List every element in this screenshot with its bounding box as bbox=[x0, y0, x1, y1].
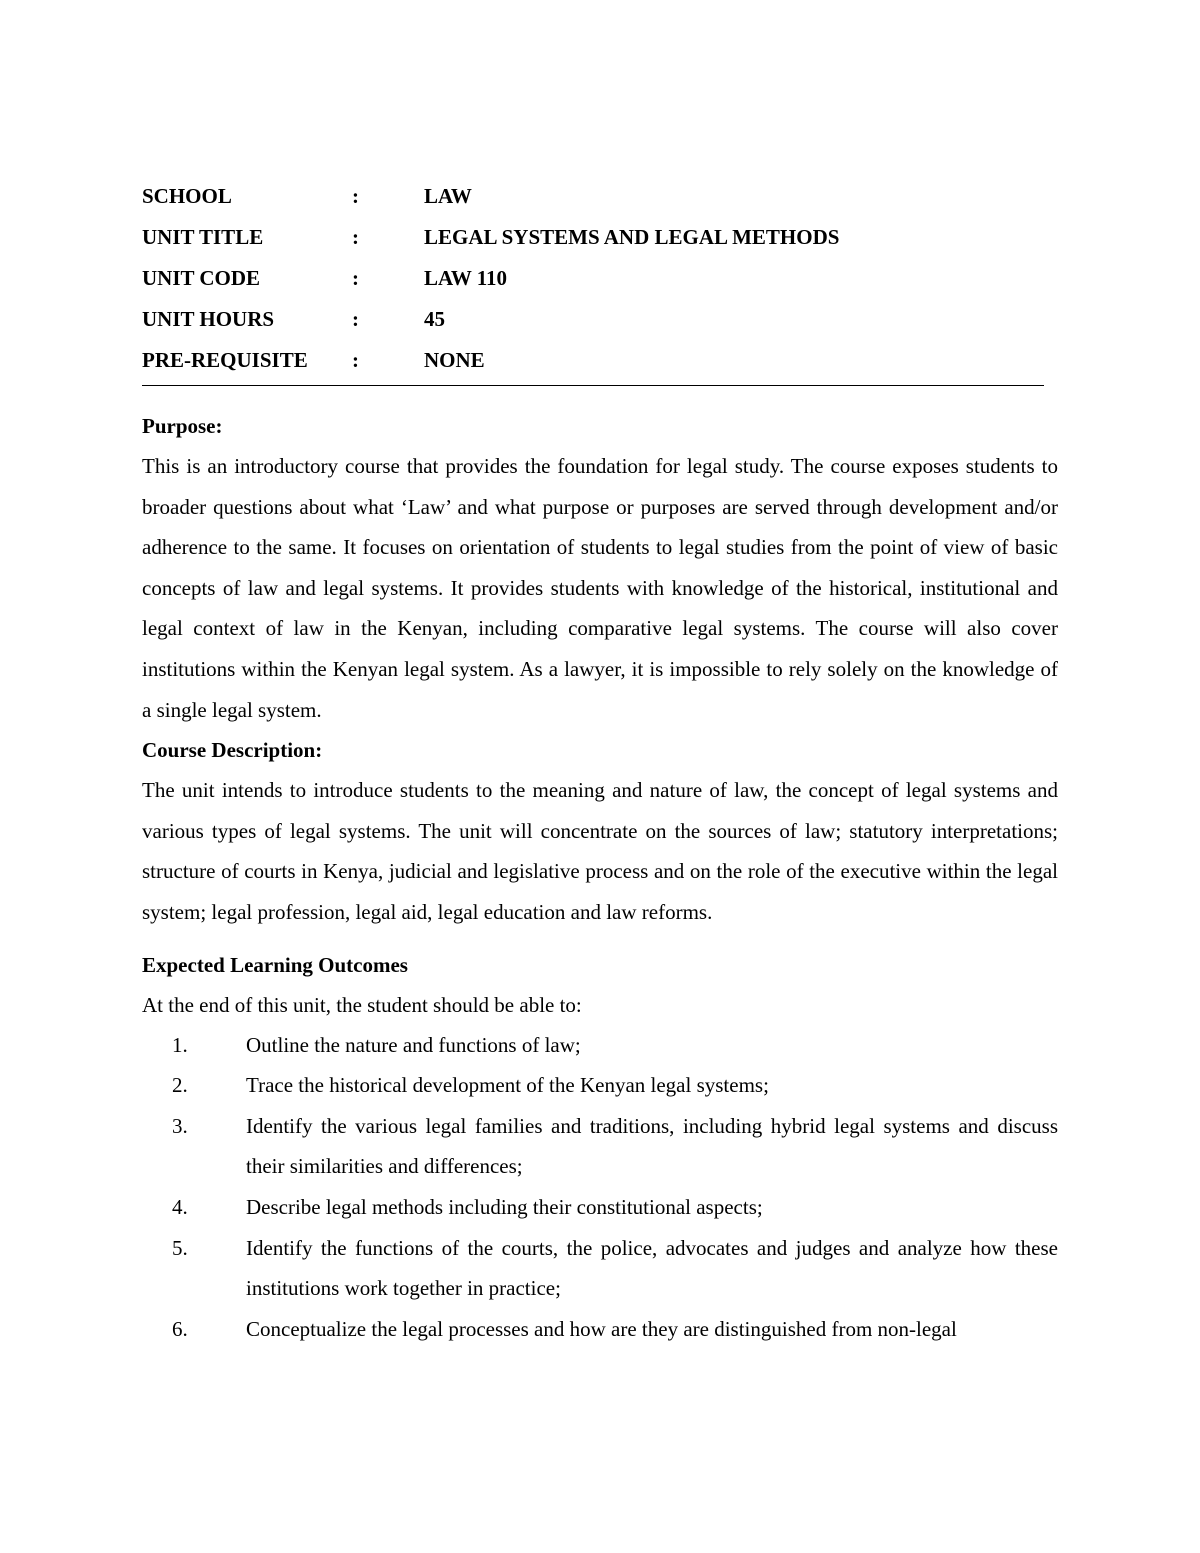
purpose-text: This is an introductory course that provides the foundation for legal study. The course exposes students to broader questions about what ‘Law’ and what purpose or purposes are served through development and/or adherence to the same. It focuses on orientation of students to legal studies from the point of view of basic concepts of law and legal systems. It provides students with knowledge of the historical, institutional and legal context of law in the Kenyan, including comparative legal systems. The course will also cover institutions within the Kenyan legal system. As a lawyer, it is impossible to rely solely on the knowledge of a single legal system. bbox=[142, 454, 1058, 722]
meta-colon: : bbox=[352, 307, 359, 331]
meta-value: LEGAL SYSTEMS AND LEGAL METHODS bbox=[424, 225, 840, 249]
learning-outcomes-section bbox=[142, 945, 1058, 1350]
list-item bbox=[142, 1106, 1058, 1187]
list-item-number: 1. bbox=[172, 1032, 188, 1057]
learning-outcomes-intro: At the end of this unit, the student should be able to: bbox=[142, 992, 582, 1017]
course-description-section bbox=[142, 730, 1058, 932]
meta-label: UNIT CODE bbox=[142, 266, 261, 290]
list-item bbox=[142, 1065, 1058, 1106]
purpose-section bbox=[142, 406, 1058, 730]
meta-colon: : bbox=[352, 348, 359, 372]
meta-label: PRE-REQUISITE bbox=[142, 348, 308, 372]
meta-row-unit-hours bbox=[142, 299, 1058, 340]
learning-outcomes-heading: Expected Learning Outcomes bbox=[142, 952, 408, 977]
meta-value: NONE bbox=[424, 348, 485, 372]
meta-row-unit-title bbox=[142, 217, 1058, 258]
course-description-heading: Course Description: bbox=[142, 738, 323, 763]
document-page bbox=[142, 176, 1058, 1349]
meta-row-prerequisite bbox=[142, 340, 1058, 381]
meta-label: UNIT HOURS bbox=[142, 307, 275, 331]
meta-colon: : bbox=[352, 266, 359, 290]
list-item-text: Identify the various legal families and traditions, including hybrid legal systems and discuss their similarities and differences; bbox=[246, 1113, 1058, 1179]
meta-value: LAW bbox=[424, 184, 472, 208]
meta-row-unit-code bbox=[142, 258, 1058, 299]
meta-row-school bbox=[142, 176, 1058, 217]
list-item bbox=[142, 1025, 1058, 1066]
list-item bbox=[142, 1228, 1058, 1309]
purpose-heading: Purpose: bbox=[142, 414, 223, 438]
learning-outcomes-list bbox=[142, 1025, 1058, 1350]
list-item-text: Conceptualize the legal processes and how are they are distinguished from non-legal bbox=[246, 1316, 957, 1341]
list-item-text: Describe legal methods including their constitutional aspects; bbox=[246, 1194, 763, 1219]
list-item-number: 4. bbox=[172, 1194, 188, 1219]
list-item-text: Outline the nature and functions of law; bbox=[246, 1032, 581, 1057]
meta-value: 45 bbox=[424, 307, 445, 331]
list-item-number: 6. bbox=[172, 1316, 188, 1341]
list-item-text: Identify the functions of the courts, the police, advocates and judges and analyze how these institutions work together in practice; bbox=[246, 1235, 1058, 1301]
course-description-text: The unit intends to introduce students to the meaning and nature of law, the concept of legal systems and various types of legal systems. The unit will concentrate on the sources of law; statutory interpretations; structure of courts in Kenya, judicial and legislative process and on the role of the executive within the legal system; legal profession, legal aid, legal education and law reforms. bbox=[142, 778, 1058, 924]
list-item bbox=[142, 1309, 1058, 1350]
unit-meta-table bbox=[142, 176, 1058, 381]
list-item bbox=[142, 1187, 1058, 1228]
meta-colon: : bbox=[352, 225, 359, 249]
meta-label: UNIT TITLE bbox=[142, 225, 264, 249]
meta-value: LAW 110 bbox=[424, 266, 508, 290]
list-item-number: 5. bbox=[172, 1235, 188, 1260]
spacer bbox=[142, 933, 1058, 945]
horizontal-rule bbox=[142, 385, 1044, 386]
meta-label: SCHOOL bbox=[142, 184, 232, 208]
list-item-text: Trace the historical development of the Kenyan legal systems; bbox=[246, 1073, 769, 1098]
list-item-number: 3. bbox=[172, 1113, 188, 1138]
list-item-number: 2. bbox=[172, 1073, 188, 1098]
meta-colon: : bbox=[352, 184, 359, 208]
